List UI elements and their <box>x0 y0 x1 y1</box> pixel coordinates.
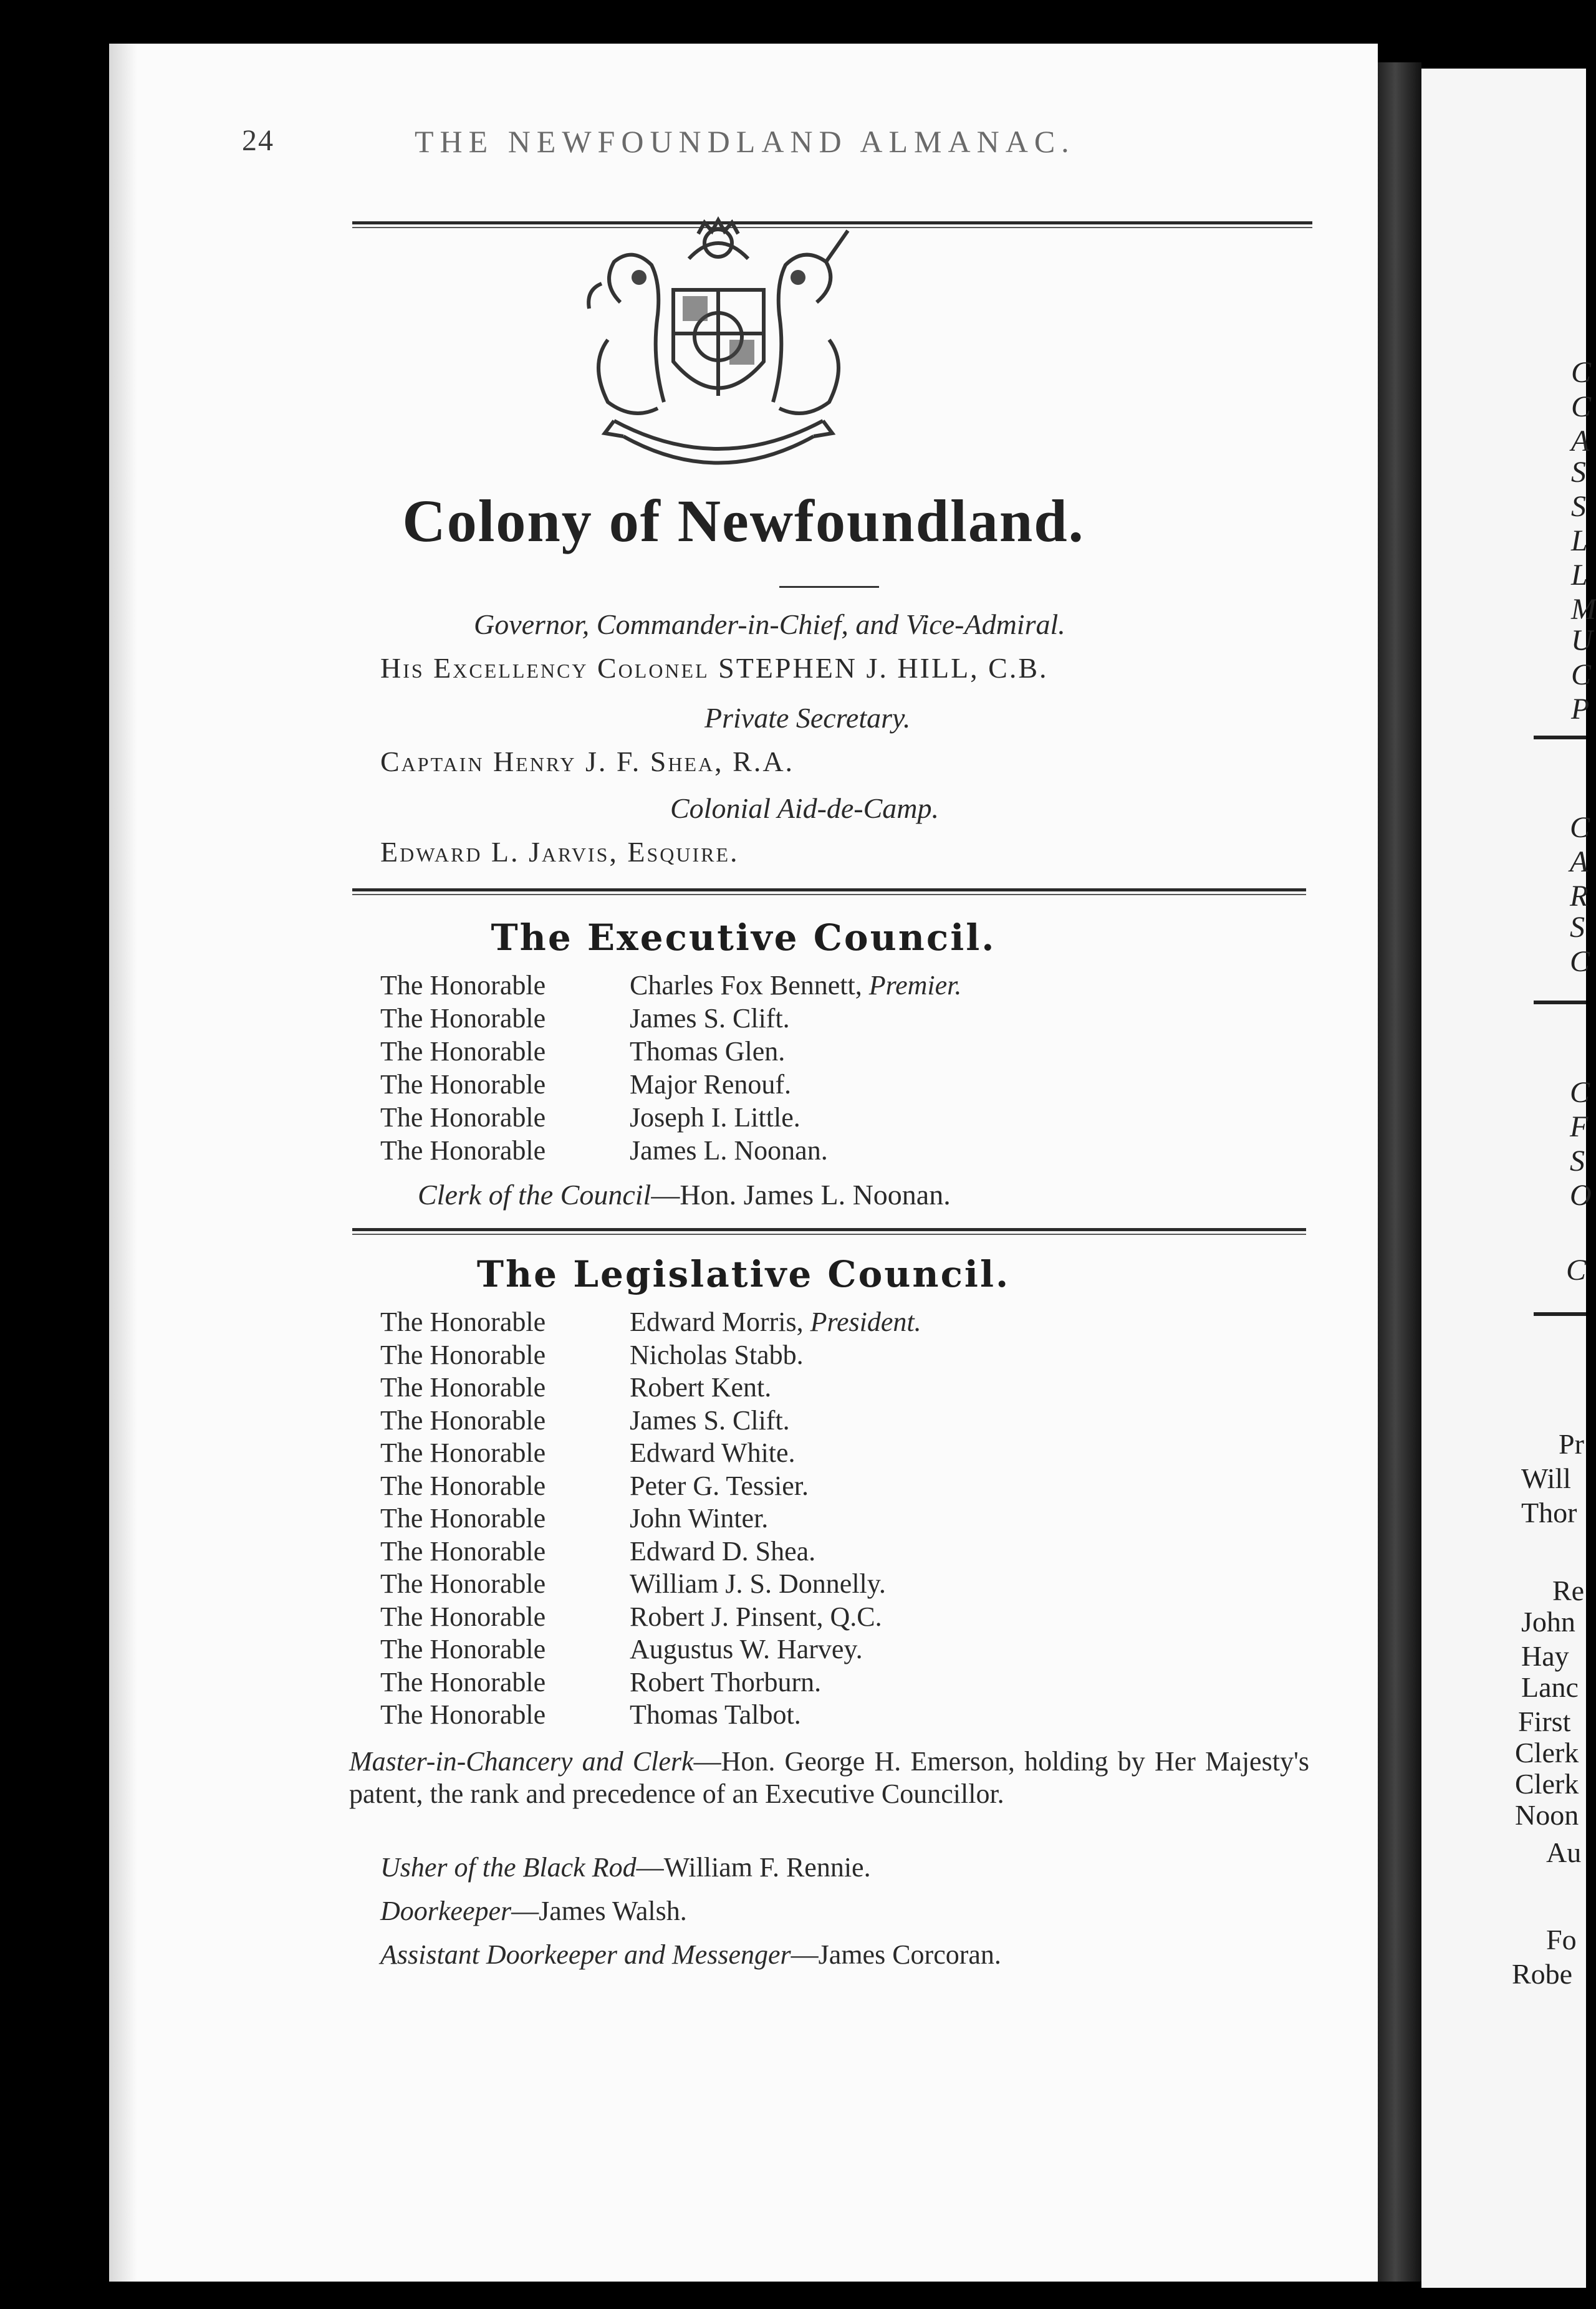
section-rule <box>352 1228 1306 1235</box>
right-page-text-fragment: C <box>1571 356 1592 389</box>
council-member-row <box>380 1633 863 1666</box>
right-page-text-fragment: First <box>1518 1706 1571 1737</box>
member-prefix: The Honorable <box>380 1036 546 1067</box>
page-number: 24 <box>242 124 274 157</box>
right-page-text-fragment: Pr <box>1559 1428 1584 1460</box>
master-in-chancery-paragraph <box>349 1745 1309 1810</box>
member-name: Robert Kent. <box>630 1372 772 1403</box>
member-name: Nicholas Stabb. <box>630 1339 804 1370</box>
council-member-row <box>380 1437 796 1469</box>
right-page-text-fragment: Hay <box>1521 1640 1569 1672</box>
right-page-text-fragment: C <box>1571 658 1592 691</box>
member-name: Robert Thorburn. <box>630 1666 822 1697</box>
member-name: Robert J. Pinsent, Q.C. <box>630 1601 882 1632</box>
right-page-text-fragment: O <box>1570 1179 1592 1212</box>
right-page-text-fragment: S <box>1571 456 1586 489</box>
council-officer <box>380 1939 1001 1971</box>
officer-name: —James Walsh. <box>511 1896 687 1926</box>
member-prefix: The Honorable <box>380 970 546 1001</box>
member-name: James L. Noonan. <box>630 1135 828 1166</box>
member-prefix: The Honorable <box>380 1666 546 1697</box>
member-name: Edward D. Shea. <box>630 1535 816 1567</box>
right-page-text-fragment: C <box>1570 945 1590 978</box>
officer-role: Doorkeeper <box>380 1896 512 1926</box>
right-page-text-fragment: S <box>1570 1145 1585 1178</box>
right-page-rule <box>1534 736 1586 739</box>
council-member-row <box>380 1502 768 1535</box>
officer-role: Assistant Doorkeeper and Messenger <box>380 1939 791 1970</box>
right-page-text-fragment: M <box>1571 593 1596 626</box>
member-prefix: The Honorable <box>380 1568 546 1599</box>
master-in-chancery-role: Master-in-Chancery and Clerk <box>349 1746 694 1777</box>
right-page-text-fragment: S <box>1571 490 1586 523</box>
officer-name: —James Corcoran. <box>791 1939 1001 1970</box>
council-member-row <box>380 1601 882 1633</box>
member-prefix: The Honorable <box>380 1069 546 1100</box>
member-prefix: The Honorable <box>380 1535 546 1567</box>
council-member-row <box>380 1371 771 1404</box>
title-rule <box>779 586 879 588</box>
right-page-text-fragment: C <box>1566 1254 1587 1287</box>
right-page-rule <box>1534 1312 1586 1316</box>
page-title: Colony of Newfoundland. <box>402 487 1085 554</box>
member-prefix: The Honorable <box>380 1372 546 1403</box>
council-member-row <box>380 1135 828 1167</box>
member-office: President. <box>810 1307 921 1337</box>
right-page-text-fragment: Fo <box>1546 1924 1577 1956</box>
member-name: Joseph I. Little. <box>630 1102 800 1133</box>
member-office: Premier. <box>868 970 962 1001</box>
right-page-text-fragment: Noon <box>1515 1799 1579 1831</box>
member-prefix: The Honorable <box>380 1634 546 1664</box>
right-page-text-fragment: Au <box>1546 1836 1582 1868</box>
right-page-text-fragment: P <box>1571 693 1590 726</box>
council-member-row <box>380 1306 921 1338</box>
right-page-text-fragment: S <box>1570 911 1585 944</box>
section-rule <box>352 888 1306 895</box>
member-name: James S. Clift. <box>630 1404 790 1436</box>
right-page-text-fragment: C <box>1571 390 1592 423</box>
officer-role: Usher of the Black Rod <box>380 1852 637 1883</box>
member-prefix: The Honorable <box>380 1404 546 1436</box>
right-page-text-fragment: L <box>1571 524 1588 557</box>
legislative-council-heading: The Legislative Council. <box>476 1253 1011 1295</box>
member-prefix: The Honorable <box>380 1102 546 1133</box>
council-member-row <box>380 1102 800 1134</box>
council-member-row <box>380 1035 785 1068</box>
member-prefix: The Honorable <box>380 1438 546 1468</box>
member-name: Charles Fox Bennett, <box>630 970 862 1001</box>
member-name: Augustus W. Harvey. <box>630 1634 863 1664</box>
member-name: William J. S. Donnelly. <box>630 1568 886 1599</box>
council-member-row <box>380 1068 791 1101</box>
right-page-text-fragment: Lanc <box>1521 1671 1579 1703</box>
member-prefix: The Honorable <box>380 1470 546 1501</box>
right-page-text-fragment: C <box>1570 811 1590 844</box>
member-prefix: The Honorable <box>380 1307 546 1337</box>
private-secretary-name: Captain Henry J. F. Shea, R.A. <box>380 746 795 777</box>
right-page-text-fragment: Thor <box>1521 1497 1577 1529</box>
member-prefix: The Honorable <box>380 1003 546 1034</box>
member-name: Peter G. Tessier. <box>630 1470 809 1501</box>
member-name: Edward White. <box>630 1438 796 1468</box>
right-page-text-fragment: U <box>1571 624 1593 657</box>
member-prefix: The Honorable <box>380 1503 546 1534</box>
governor-role: Governor, Commander-in-Chief, and Vice-Admiral. <box>474 608 1065 640</box>
council-member-row <box>380 1002 790 1035</box>
member-name: John Winter. <box>630 1503 769 1534</box>
governor-name: His Excellency Colonel STEPHEN J. HILL, C.B. <box>380 652 1049 684</box>
page-gutter <box>1378 62 1421 2282</box>
member-prefix: The Honorable <box>380 1339 546 1370</box>
page-binding-shadow <box>109 44 137 2282</box>
running-title: THE NEWFOUNDLAND ALMANAC. <box>415 124 1075 159</box>
officer-name: —William F. Rennie. <box>636 1852 871 1883</box>
member-name: Major Renouf. <box>630 1069 792 1100</box>
coat-of-arms-icon <box>564 215 873 477</box>
council-member-row <box>380 1568 886 1600</box>
right-page-text-fragment: C <box>1570 1076 1590 1109</box>
council-member-row <box>380 969 961 1002</box>
executive-council-heading: The Executive Council. <box>491 916 996 959</box>
member-prefix: The Honorable <box>380 1135 546 1166</box>
council-member-row <box>380 1404 790 1437</box>
right-page-rule <box>1534 1001 1586 1004</box>
member-prefix: The Honorable <box>380 1699 546 1730</box>
council-clerk-name: —Hon. James L. Noonan. <box>651 1179 951 1211</box>
member-name: Thomas Glen. <box>630 1036 786 1067</box>
private-secretary-role: Private Secretary. <box>704 702 911 734</box>
right-page-text-fragment: Clerk <box>1515 1737 1579 1769</box>
council-clerk-role: Clerk of the Council <box>418 1179 651 1211</box>
right-page-text-fragment: Robe <box>1512 1958 1573 1990</box>
member-name: Edward Morris, <box>630 1307 804 1337</box>
right-page-text-fragment: F <box>1570 1110 1589 1143</box>
right-page-text-fragment: A <box>1571 425 1590 458</box>
member-name: James S. Clift. <box>630 1003 790 1034</box>
aid-de-camp-role: Colonial Aid-de-Camp. <box>670 792 940 824</box>
right-page-text-fragment: L <box>1571 559 1588 592</box>
member-name: Thomas Talbot. <box>630 1699 801 1730</box>
council-member-row <box>380 1470 809 1502</box>
right-page-text-fragment: A <box>1570 845 1589 878</box>
council-member-row <box>380 1666 821 1699</box>
right-page-text-fragment: Will <box>1521 1462 1571 1494</box>
right-page-text-fragment: John <box>1521 1606 1575 1638</box>
council-member-row <box>380 1699 801 1731</box>
member-prefix: The Honorable <box>380 1601 546 1632</box>
master-in-chancery-text: —Hon. George H. Emerson, holding by Her Majesty's patent, the rank and precedence of an Executive Councillor. <box>349 1746 1309 1809</box>
council-member-row <box>380 1339 804 1371</box>
aid-de-camp-name: Edward L. Jarvis, Esquire. <box>380 836 739 868</box>
council-officer <box>380 1851 871 1883</box>
right-page-text-fragment: R <box>1570 880 1589 913</box>
right-page-text-fragment: Re <box>1552 1575 1585 1606</box>
council-member-row <box>380 1535 815 1568</box>
council-officer <box>380 1895 687 1927</box>
right-page-text-fragment: Clerk <box>1515 1768 1579 1800</box>
council-clerk <box>418 1178 951 1211</box>
